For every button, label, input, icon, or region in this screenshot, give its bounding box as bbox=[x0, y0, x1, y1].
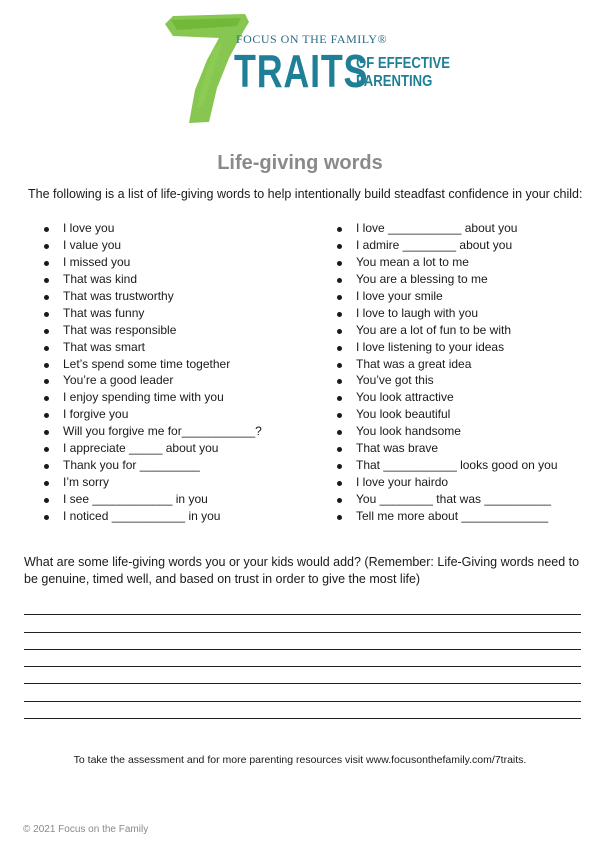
list-item-text: You’ve got this bbox=[356, 373, 434, 388]
bullet-icon bbox=[337, 481, 342, 486]
writing-line[interactable] bbox=[24, 650, 581, 667]
list-item-text: I enjoy spending time with you bbox=[63, 390, 224, 405]
list-item-text: That was brave bbox=[356, 441, 439, 456]
bullet-icon bbox=[337, 329, 342, 334]
bullet-icon bbox=[44, 261, 49, 266]
list-item-text: I noticed ___________ in you bbox=[63, 508, 221, 523]
list-item bbox=[337, 271, 558, 288]
list-item bbox=[44, 372, 262, 389]
list-item-text: I’m sorry bbox=[63, 475, 109, 490]
list-item bbox=[44, 389, 262, 406]
list-item-text: I love to laugh with you bbox=[356, 305, 479, 320]
page-title: Life-giving words bbox=[217, 152, 383, 174]
list-item bbox=[337, 220, 558, 237]
list-item bbox=[337, 406, 558, 423]
logo-subtitle-line1: OF EFFECTIVE bbox=[356, 55, 451, 72]
left-word-list bbox=[44, 220, 262, 525]
bullet-icon bbox=[337, 261, 342, 266]
list-item-text: I appreciate _____ about you bbox=[63, 441, 219, 456]
bullet-icon bbox=[44, 346, 49, 351]
list-item bbox=[44, 237, 262, 254]
list-item-text: I see ____________ in you bbox=[63, 492, 208, 506]
list-item bbox=[44, 406, 262, 423]
bullet-icon bbox=[337, 447, 342, 452]
brand-name: FOCUS ON THE FAMILY® bbox=[236, 32, 388, 46]
bullet-icon bbox=[337, 295, 342, 300]
list-item bbox=[337, 356, 558, 373]
bullet-icon bbox=[44, 515, 49, 520]
list-item-text: That was smart bbox=[63, 339, 146, 354]
list-item-text: Will you forgive me for___________? bbox=[63, 424, 262, 439]
list-item-text: You ________ that was __________ bbox=[356, 492, 552, 506]
list-item bbox=[44, 474, 262, 491]
list-item bbox=[44, 220, 262, 237]
bullet-icon bbox=[44, 498, 49, 503]
bullet-icon bbox=[44, 227, 49, 232]
bullet-icon bbox=[337, 498, 342, 503]
bullet-icon bbox=[44, 396, 49, 401]
bullet-icon bbox=[44, 363, 49, 368]
list-item-text: Thank you for _________ bbox=[63, 458, 200, 473]
list-item bbox=[337, 339, 558, 356]
list-item-text: You’re a good leader bbox=[63, 373, 174, 388]
bullet-icon bbox=[44, 413, 49, 418]
list-item-text: Let’s spend some time together bbox=[63, 356, 231, 371]
list-item bbox=[337, 254, 558, 271]
list-item bbox=[44, 508, 262, 525]
list-item bbox=[337, 322, 558, 339]
list-item bbox=[44, 271, 262, 288]
bullet-icon bbox=[337, 278, 342, 283]
right-word-list bbox=[337, 220, 558, 525]
list-item bbox=[44, 254, 262, 271]
list-item-text: You look attractive bbox=[356, 390, 454, 405]
writing-line[interactable] bbox=[24, 615, 581, 632]
list-item-text: You look beautiful bbox=[356, 407, 451, 422]
writing-line[interactable] bbox=[24, 702, 581, 719]
intro-text: The following is a list of life-giving words to help intentionally build steadfast confidence in your child: bbox=[28, 187, 583, 201]
bullet-icon bbox=[337, 363, 342, 368]
writing-line[interactable] bbox=[24, 633, 581, 650]
bullet-icon bbox=[44, 481, 49, 486]
list-item-text: You look handsome bbox=[356, 424, 461, 439]
list-item bbox=[44, 322, 262, 339]
bullet-icon bbox=[44, 295, 49, 300]
list-item-text: That was trustworthy bbox=[63, 288, 174, 303]
list-item bbox=[44, 491, 262, 508]
bullet-icon bbox=[44, 447, 49, 452]
list-item bbox=[44, 440, 262, 457]
bullet-icon bbox=[337, 379, 342, 384]
bullet-icon bbox=[44, 312, 49, 317]
list-item-text: That was responsible bbox=[63, 322, 177, 337]
list-item-text: I value you bbox=[63, 237, 122, 252]
list-item-text: I love your smile bbox=[356, 288, 443, 303]
list-item-text: I love ___________ about you bbox=[356, 221, 518, 235]
seven-traits-logo bbox=[163, 10, 453, 125]
list-item-text: That was kind bbox=[63, 271, 138, 286]
writing-lines bbox=[24, 598, 581, 719]
bullet-icon bbox=[44, 464, 49, 469]
list-item-text: Tell me more about _____________ bbox=[356, 508, 549, 523]
list-item-text: I love you bbox=[63, 221, 115, 235]
list-item bbox=[337, 372, 558, 389]
list-item-text: You are a blessing to me bbox=[356, 271, 488, 286]
list-item bbox=[337, 288, 558, 305]
bullet-icon bbox=[44, 244, 49, 249]
bullet-icon bbox=[337, 227, 342, 232]
list-item bbox=[337, 457, 558, 474]
list-item-text: I love your hairdo bbox=[356, 475, 449, 490]
bullet-icon bbox=[44, 379, 49, 384]
list-item bbox=[337, 474, 558, 491]
list-item-text: That was a great idea bbox=[356, 356, 472, 371]
copyright-text: © 2021 Focus on the Family bbox=[23, 824, 149, 835]
bullet-icon bbox=[337, 515, 342, 520]
list-item bbox=[44, 339, 262, 356]
list-item-text: I love listening to your ideas bbox=[356, 339, 505, 354]
list-item bbox=[337, 305, 558, 322]
bullet-icon bbox=[44, 278, 49, 283]
bullet-icon bbox=[337, 396, 342, 401]
traits-wordmark: TRAITS bbox=[234, 45, 369, 97]
bullet-icon bbox=[337, 312, 342, 317]
logo-subtitle-line2: PARENTING bbox=[356, 73, 433, 90]
list-item bbox=[337, 423, 558, 440]
list-item-text: You mean a lot to me bbox=[356, 254, 469, 269]
list-item bbox=[44, 356, 262, 373]
bullet-icon bbox=[44, 329, 49, 334]
list-item-text: I missed you bbox=[63, 254, 131, 269]
footer-resources-text: To take the assessment and for more parenting resources visit www.focusonthefamily.com/7traits. bbox=[73, 754, 527, 766]
list-item bbox=[337, 491, 558, 508]
bullet-icon bbox=[44, 430, 49, 435]
list-item-text: You are a lot of fun to be with bbox=[356, 322, 511, 337]
bullet-icon bbox=[337, 346, 342, 351]
list-item-text: I admire ________ about you bbox=[356, 237, 513, 252]
bullet-icon bbox=[337, 244, 342, 249]
logo-subtitle bbox=[356, 55, 450, 91]
list-item bbox=[337, 440, 558, 457]
writing-line[interactable] bbox=[24, 684, 581, 701]
list-item-text: I forgive you bbox=[63, 407, 129, 422]
list-item bbox=[44, 423, 262, 440]
list-item bbox=[337, 237, 558, 254]
bullet-icon bbox=[337, 413, 342, 418]
list-item bbox=[337, 389, 558, 406]
bullet-icon bbox=[337, 464, 342, 469]
list-item bbox=[44, 305, 262, 322]
list-item-text: That ___________ looks good on you bbox=[356, 458, 558, 473]
reflection-question: What are some life-giving words you or your kids would add? (Remember: Life-Giving words need to be genuine, timed well, and based on trust in order to give the most life) bbox=[24, 555, 580, 586]
writing-line[interactable] bbox=[24, 598, 581, 615]
list-item bbox=[44, 288, 262, 305]
writing-line[interactable] bbox=[24, 667, 581, 684]
list-item-text: That was funny bbox=[63, 305, 145, 320]
list-item bbox=[44, 457, 262, 474]
list-item bbox=[337, 508, 558, 525]
bullet-icon bbox=[337, 430, 342, 435]
